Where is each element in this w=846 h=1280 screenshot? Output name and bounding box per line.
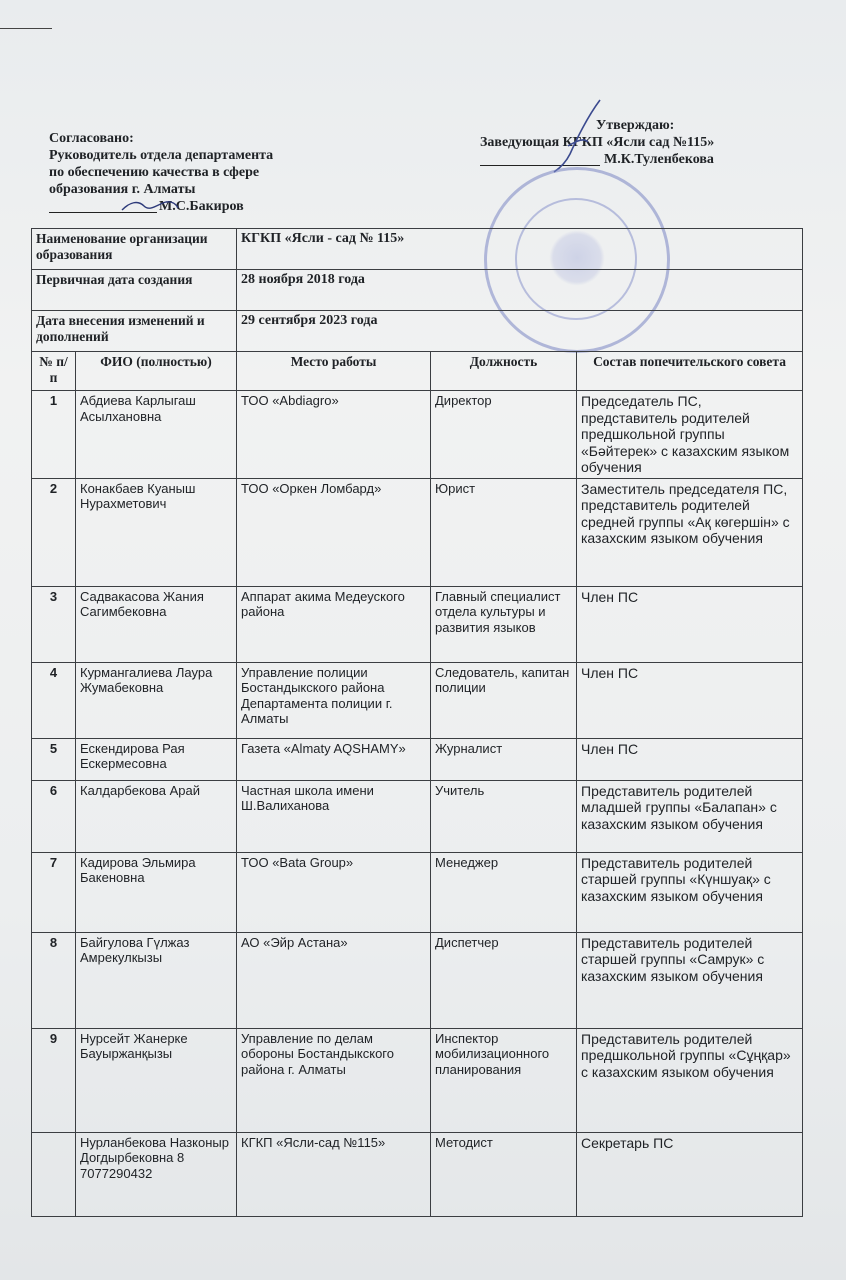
changes-date-label: Дата внесения изменений и дополнений bbox=[32, 311, 237, 352]
cell-num: 2 bbox=[32, 478, 76, 586]
header-composition: Состав попечительского совета bbox=[577, 352, 803, 391]
cell-workplace: ТОО «Abdiagro» bbox=[237, 391, 431, 479]
cell-position: Методист bbox=[431, 1132, 577, 1216]
cell-position: Следователь, капитан полиции bbox=[431, 662, 577, 738]
cell-num: 3 bbox=[32, 586, 76, 662]
cell-composition: Член ПС bbox=[577, 738, 803, 780]
approval-title: Утверждаю: bbox=[596, 118, 675, 133]
cell-num: 1 bbox=[32, 391, 76, 479]
cell-workplace: ТОО «Оркен Ломбард» bbox=[237, 478, 431, 586]
cell-num: 7 bbox=[32, 852, 76, 932]
signer-name: М.К.Туленбекова bbox=[604, 152, 714, 167]
cell-composition: Секретарь ПС bbox=[577, 1132, 803, 1216]
signature-line bbox=[480, 151, 810, 168]
changes-date-value: 29 сентября 2023 года bbox=[237, 311, 803, 352]
cell-name: Калдарбекова Арай bbox=[76, 780, 237, 852]
cell-composition: Член ПС bbox=[577, 586, 803, 662]
cell-workplace: КГКП «Ясли-сад №115» bbox=[237, 1132, 431, 1216]
cell-name: Нурсейт Жанерке Бауыржанқызы bbox=[76, 1028, 237, 1132]
cell-name: Кадирова Эльмира Бакеновна bbox=[76, 852, 237, 932]
table-row bbox=[32, 586, 803, 662]
cell-position: Директор bbox=[431, 391, 577, 479]
created-date-row bbox=[32, 270, 803, 311]
cell-composition: Представитель родителей предшкольной группы «Сұңқар» с казахским языком обучения bbox=[577, 1028, 803, 1132]
table-row bbox=[32, 1132, 803, 1216]
table-row bbox=[32, 932, 803, 1028]
cell-workplace: Частная школа имени Ш.Валиханова bbox=[237, 780, 431, 852]
cell-composition: Заместитель председателя ПС, представитель родителей средней группы «Ақ көгершін» с казахским языком обучения bbox=[577, 478, 803, 586]
cell-num: 9 bbox=[32, 1028, 76, 1132]
created-date-value: 28 ноября 2018 года bbox=[237, 270, 803, 311]
table-row bbox=[32, 1028, 803, 1132]
table-row bbox=[32, 780, 803, 852]
header-position: Должность bbox=[431, 352, 577, 391]
cell-num bbox=[32, 1132, 76, 1216]
table-row bbox=[32, 662, 803, 738]
cell-composition: Председатель ПС, представитель родителей предшкольной группы «Бәйтерек» с казахским языком обучения bbox=[577, 391, 803, 479]
approval-role-line: Руководитель отдела департамента bbox=[49, 148, 274, 163]
org-name-label: Наименование организации образования bbox=[32, 229, 237, 270]
cell-composition: Представитель родителей старшей группы «Күншуақ» с казахским языком обучения bbox=[577, 852, 803, 932]
cell-workplace: Управление полиции Бостандыкского района Департамента полиции г. Алматы bbox=[237, 662, 431, 738]
header-num: № п/п bbox=[32, 352, 76, 391]
org-name-value: КГКП «Ясли - сад № 115» bbox=[237, 229, 803, 270]
cell-position: Журналист bbox=[431, 738, 577, 780]
corner-mark bbox=[0, 28, 52, 29]
cell-workplace: Управление по делам обороны Бостандыкского района г. Алматы bbox=[237, 1028, 431, 1132]
table-row bbox=[32, 738, 803, 780]
cell-workplace: Аппарат акима Медеуского района bbox=[237, 586, 431, 662]
cell-composition: Представитель родителей старшей группы «Самрук» с казахским языком обучения bbox=[577, 932, 803, 1028]
header-name: ФИО (полностью) bbox=[76, 352, 237, 391]
cell-name: Абдиева Карлыгаш Асылхановна bbox=[76, 391, 237, 479]
table-row bbox=[32, 852, 803, 932]
cell-name: Конакбаев Куаныш Нурахметович bbox=[76, 478, 237, 586]
cell-position: Инспектор мобилизационного планирования bbox=[431, 1028, 577, 1132]
cell-position: Главный специалист отдела культуры и развития языков bbox=[431, 586, 577, 662]
cell-workplace: Газета «Almaty AQSHAMY» bbox=[237, 738, 431, 780]
cell-position: Учитель bbox=[431, 780, 577, 852]
cell-position: Диспетчер bbox=[431, 932, 577, 1028]
cell-name: Нурланбекова Назконыр Догдырбековна 8 7077290432 bbox=[76, 1132, 237, 1216]
cell-name: Ескендирова Рая Ескермесовна bbox=[76, 738, 237, 780]
cell-composition: Представитель родителей младшей группы «Балапан» с казахским языком обучения bbox=[577, 780, 803, 852]
approval-role-line: Заведующая КГКП «Ясли сад №115» bbox=[480, 135, 715, 150]
approval-title: Согласовано: bbox=[49, 131, 134, 146]
table-row bbox=[32, 391, 803, 479]
header-workplace: Место работы bbox=[237, 352, 431, 391]
approval-block-left bbox=[49, 130, 349, 215]
cell-num: 4 bbox=[32, 662, 76, 738]
signer-name: М.С.Бакиров bbox=[159, 199, 244, 214]
cell-position: Менеджер bbox=[431, 852, 577, 932]
org-name-row bbox=[32, 229, 803, 270]
approval-block-right bbox=[480, 117, 810, 168]
created-date-label: Первичная дата создания bbox=[32, 270, 237, 311]
handwritten-signature-right bbox=[548, 96, 608, 176]
cell-num: 8 bbox=[32, 932, 76, 1028]
signature-line bbox=[49, 198, 349, 215]
table-row bbox=[32, 478, 803, 586]
cell-name: Садвакасова Жания Сагимбековна bbox=[76, 586, 237, 662]
table-header-row bbox=[32, 352, 803, 391]
handwritten-signature-left bbox=[120, 196, 180, 216]
cell-name: Байгулова Гүлжаз Амрекулкызы bbox=[76, 932, 237, 1028]
trustees-table bbox=[31, 228, 803, 1217]
approval-role-line: по обеспечению качества в сфере bbox=[49, 165, 260, 180]
cell-position: Юрист bbox=[431, 478, 577, 586]
cell-workplace: ТОО «Bata Group» bbox=[237, 852, 431, 932]
cell-num: 6 bbox=[32, 780, 76, 852]
cell-composition: Член ПС bbox=[577, 662, 803, 738]
cell-name: Курмангалиева Лаура Жумабековна bbox=[76, 662, 237, 738]
approval-role-line: образования г. Алматы bbox=[49, 182, 196, 197]
cell-num: 5 bbox=[32, 738, 76, 780]
cell-workplace: АО «Эйр Астана» bbox=[237, 932, 431, 1028]
changes-date-row bbox=[32, 311, 803, 352]
